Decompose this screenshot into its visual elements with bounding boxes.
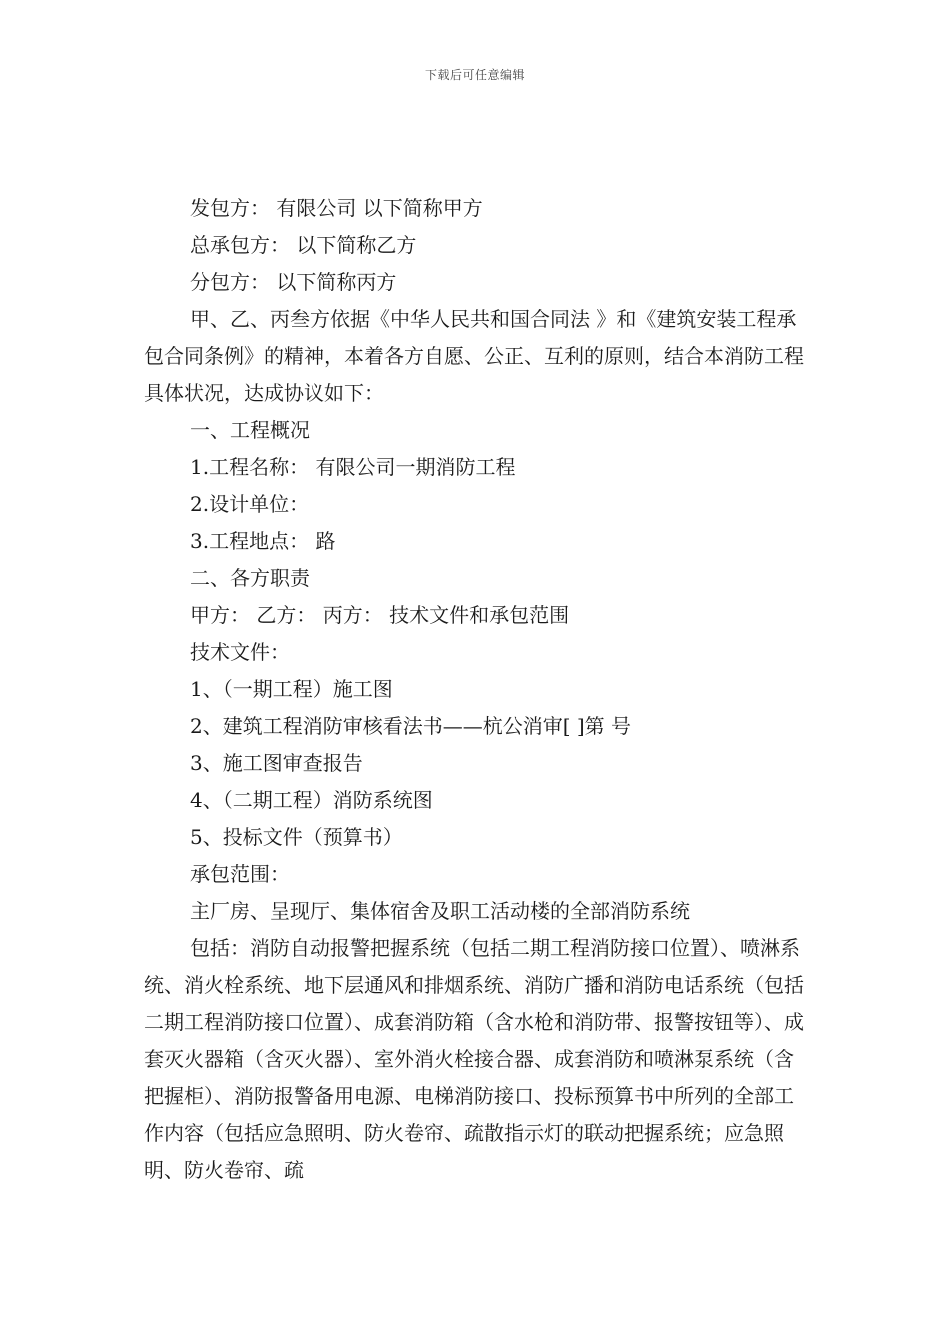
list-item: 2、建筑工程消防审核看法书——杭公消审[ ]第 号: [190, 714, 632, 738]
paragraph-design-unit: 2.设计单位：: [190, 492, 310, 516]
section-heading-project-overview: 一、工程概况: [190, 418, 310, 442]
subheading-scope: 承包范围：: [190, 862, 290, 886]
paragraph-project-name: 1.工程名称： 有限公司一期消防工程: [190, 455, 516, 479]
paragraph-general-contractor: 总承包方： 以下简称乙方: [190, 233, 417, 257]
paragraph-subcontractor: 分包方： 以下简称丙方: [190, 270, 397, 294]
paragraph-scope-buildings: 主厂房、呈现厅、集体宿舍及职工活动楼的全部消防系统: [190, 899, 690, 923]
paragraph-scope-includes: 包括：消防自动报警把握系统（包括二期工程消防接口位置）、喷淋系统、消火栓系统、地下层通风和排烟系统、消防广播和消防电话系统（包括二期工程消防接口位置）、成套消防箱（含水枪和消防带、报警按钮等）、成套灭火器箱（含灭火器）、室外消火栓接合器、成套消防和喷淋泵系统（含把握柜）、消防报警备用电源、电梯消防接口、投标预算书中所列的全部工作内容（包括应急照明、防火卷帘、疏散指示灯的联动把握系统；应急照明、防火卷帘、疏: [144, 936, 804, 1182]
paragraph-employer: 发包方： 有限公司 以下简称甲方: [190, 196, 483, 220]
subheading-technical-documents: 技术文件：: [190, 640, 290, 664]
list-item: 3、施工图审查报告: [190, 751, 363, 775]
paragraph-parties-line: 甲方： 乙方： 丙方： 技术文件和承包范围: [190, 603, 570, 627]
section-heading-responsibilities: 二、各方职责: [190, 566, 310, 590]
list-item: 5、投标文件（预算书）: [190, 825, 403, 849]
paragraph-project-location: 3.工程地点： 路: [190, 529, 336, 553]
paragraph-agreement-basis: 甲、乙、丙叁方依据《中华人民共和国合同法 》和《建筑安装工程承包合同条例》的精神，本着各方自愿、公正、互利的原则，结合本消防工程具体状况，达成协议如下：: [144, 307, 804, 405]
header-note: 下载后可任意编辑: [424, 68, 525, 82]
list-item: 4、（二期工程）消防系统图: [190, 788, 433, 812]
list-item: 1、（一期工程）施工图: [190, 677, 393, 701]
document-body: [144, 190, 810, 1189]
